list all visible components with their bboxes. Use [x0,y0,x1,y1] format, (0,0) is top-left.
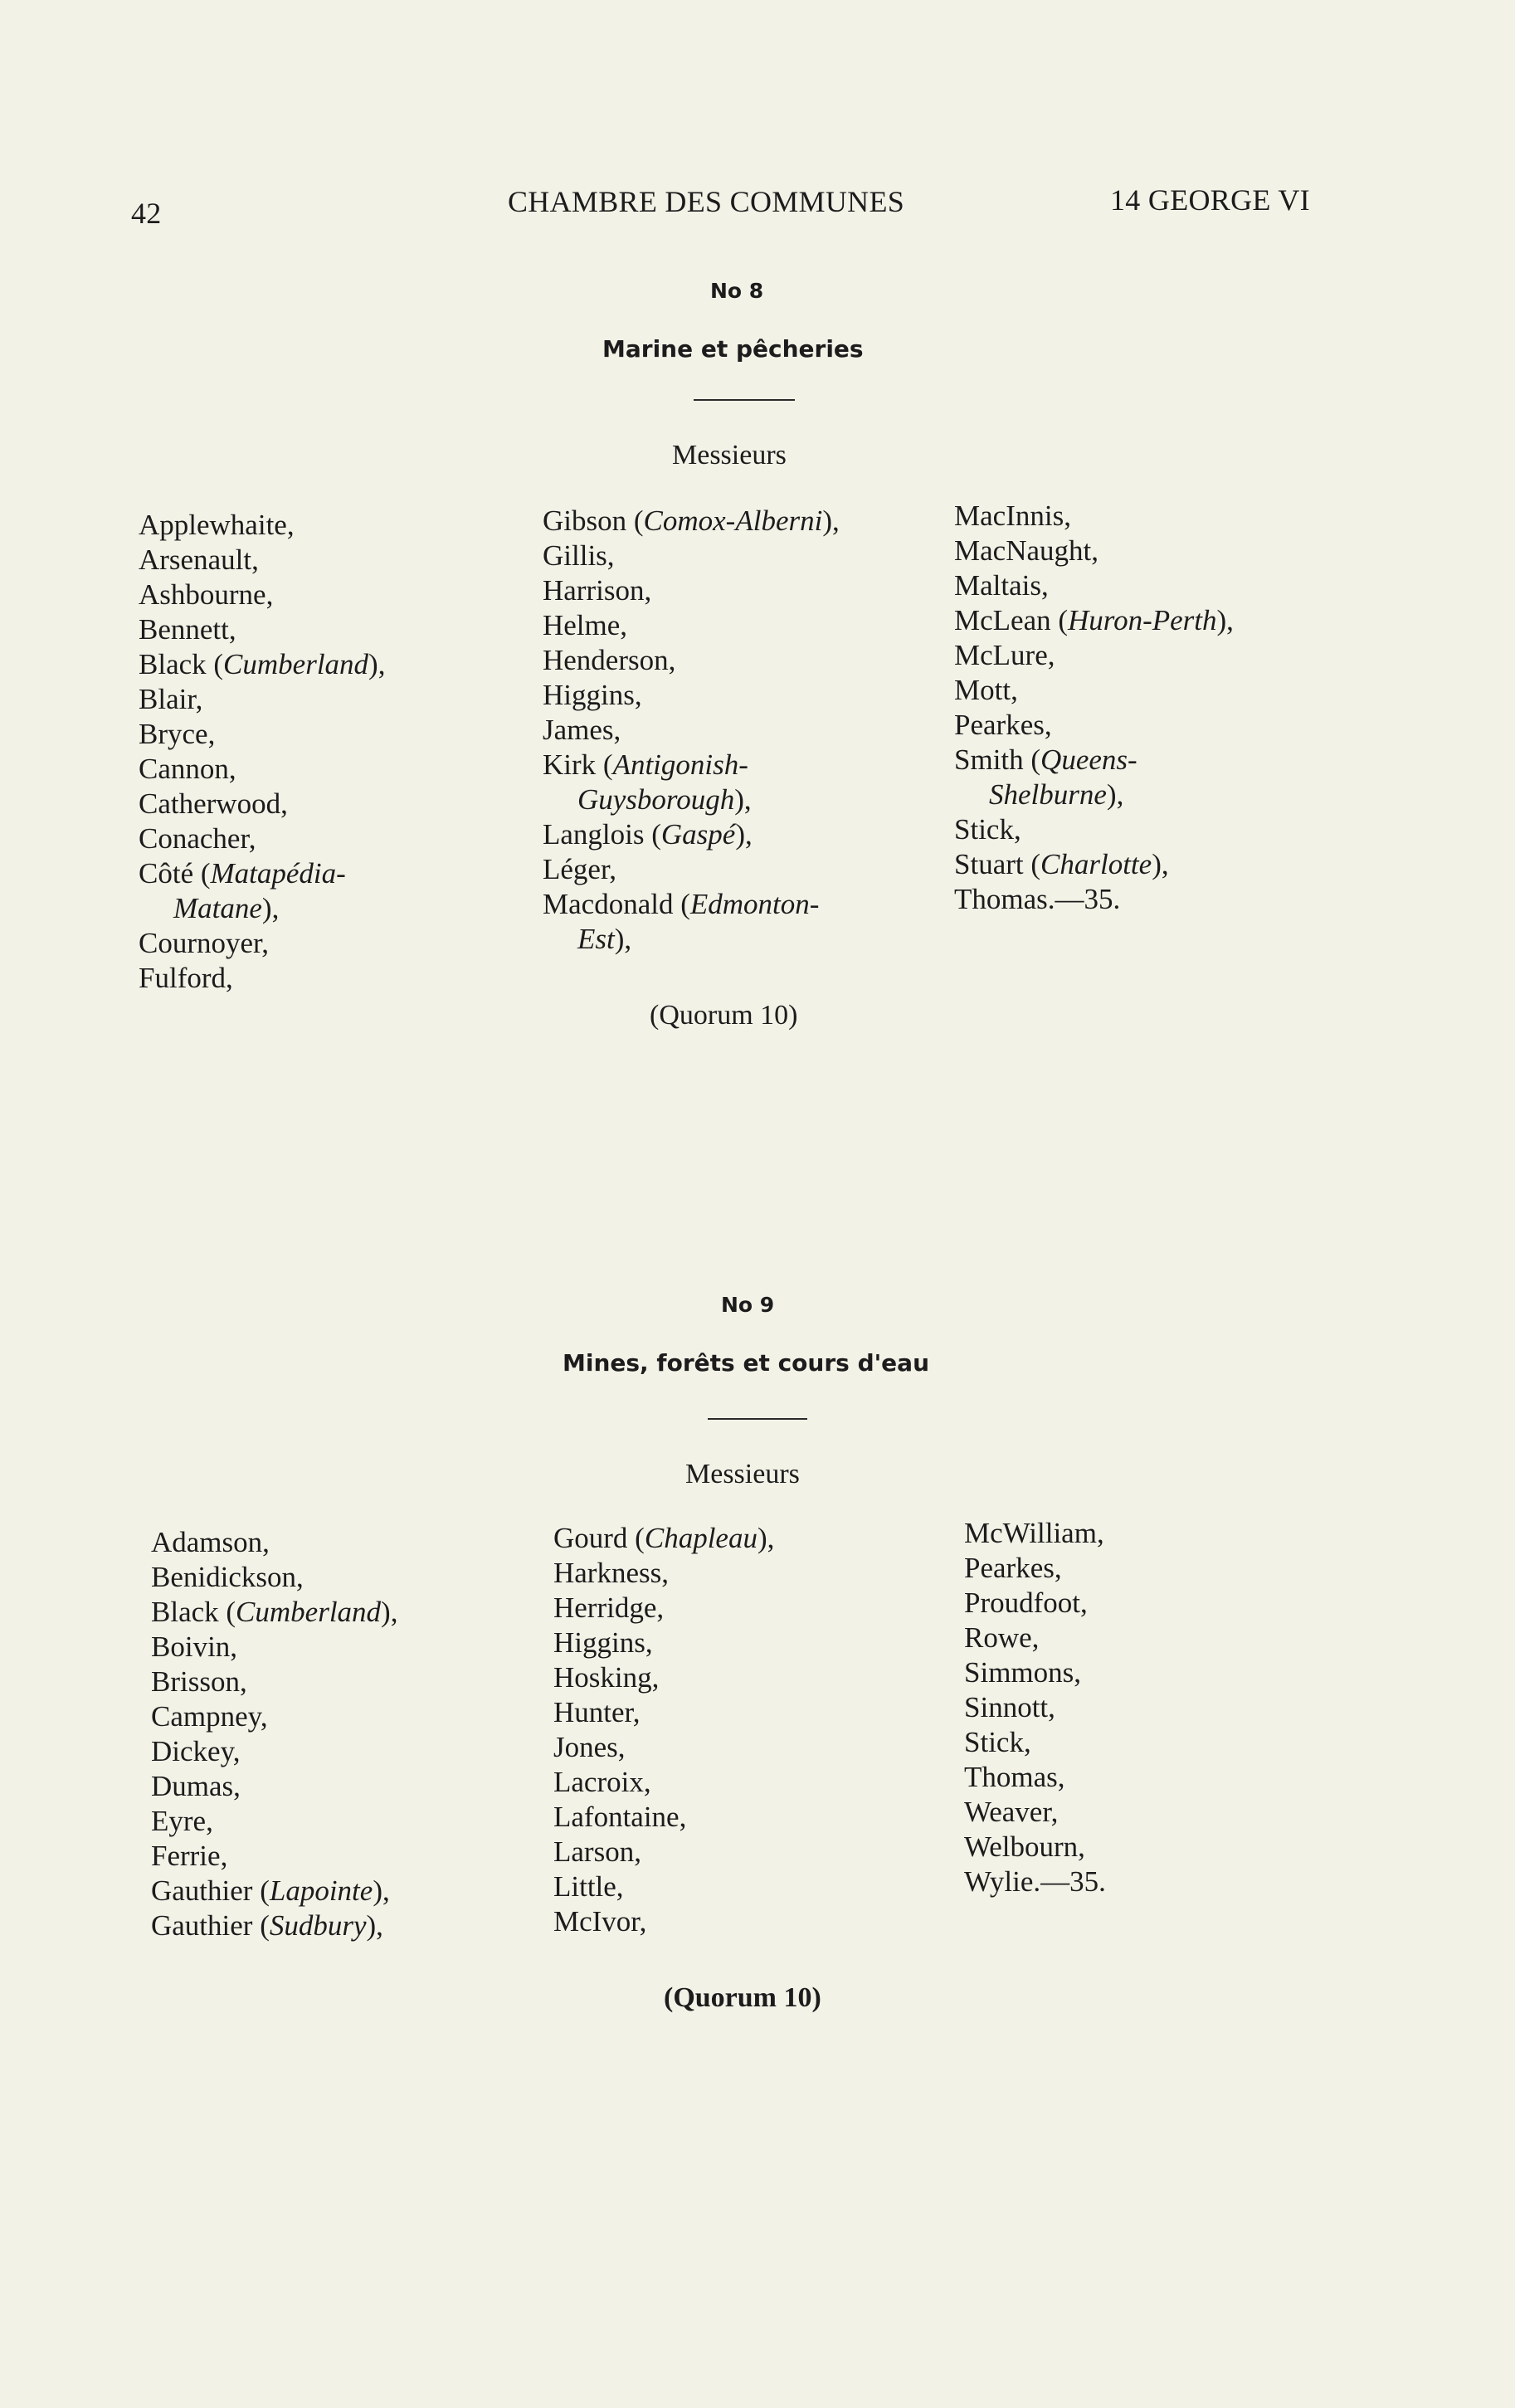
member-name: Catherwood, [139,787,288,820]
riding-name: Cumberland [223,648,369,680]
committee-8-member-line [954,812,1234,847]
committee-8-members-col2 [543,504,840,957]
committee-9-member-line [151,1525,397,1560]
committee-8-title: Marine et pêcheries [602,335,864,363]
committee-9-members-col3 [964,1516,1106,1899]
committee-9-member-line [964,1690,1106,1725]
punctuation: ), [1106,778,1124,811]
member-name: Ashbourne, [139,578,274,611]
committee-9-member-line [553,1556,774,1591]
punctuation: ), [735,818,753,851]
committee-8-member-line [954,743,1234,777]
punctuation: ), [614,923,632,955]
member-name: Langlois ( [543,818,661,851]
committee-9-member-line [964,1795,1106,1830]
member-name: Jones, [553,1731,626,1763]
member-name: McWilliam, [964,1517,1104,1549]
committee-9-number: No 9 [721,1293,775,1317]
member-name: Côté ( [139,857,211,890]
member-name: Gourd ( [553,1522,645,1554]
punctuation: ), [734,783,752,816]
member-name: Pearkes, [964,1552,1062,1584]
member-name: MacInnis, [954,500,1071,532]
committee-9-member-line [151,1874,397,1908]
member-name: Proudfoot, [964,1587,1088,1619]
member-name: Kirk ( [543,748,613,781]
member-name: Little, [553,1870,624,1903]
committee-9-member-line [553,1591,774,1626]
committee-9-member-line [151,1699,397,1734]
committee-9-salutation: Messieurs [685,1459,800,1489]
riding-name: Queens- [1040,743,1137,776]
member-name: Cournoyer, [139,927,270,959]
riding-name: Gaspé [660,818,736,851]
committee-9-member-line [553,1765,774,1800]
riding-name: Est [577,923,615,955]
committee-8-member-line [954,603,1234,638]
member-name: Henderson, [543,644,676,676]
committee-9-member-line [964,1830,1106,1864]
member-name: James, [543,714,621,746]
member-name: Léger, [543,853,616,885]
committee-8-member-line [543,643,840,678]
member-name: Mott, [954,674,1018,706]
riding-name: Antigonish- [612,748,748,781]
punctuation: ), [366,1909,383,1942]
committee-9-member-line [553,1730,774,1765]
committee-9-member-line [151,1560,397,1595]
member-name: Black ( [139,648,224,680]
member-name: Black ( [151,1596,236,1628]
committee-8-member-line [954,882,1234,917]
member-name: Thomas.—35. [954,883,1121,915]
committee-9-member-line [553,1800,774,1835]
committee-8-member-line [543,713,840,748]
committee-9-member-line [553,1521,774,1556]
member-name: Ferrie, [151,1840,228,1872]
committee-8-member-line [139,752,385,787]
committee-8-member-line [954,499,1234,534]
committee-9-quorum: (Quorum 10) [664,1982,821,2013]
punctuation: ), [757,1522,775,1554]
page-number: 42 [131,197,162,230]
riding-name: Chapleau [644,1522,758,1554]
riding-name: Lapointe [269,1874,373,1907]
committee-9-member-line [553,1660,774,1695]
member-name: Blair, [139,683,203,715]
riding-name: Edmonton- [689,888,820,920]
committee-9-member-line [964,1516,1106,1551]
member-name: Applewhaite, [139,509,295,541]
member-name: Fulford, [139,962,233,994]
member-name: McLean ( [954,604,1069,636]
member-name: Simmons, [964,1656,1082,1689]
member-name: Weaver, [964,1796,1059,1828]
committee-8-member-line [139,891,385,926]
committee-8-member-line [139,961,385,996]
member-name: Gillis, [543,539,615,572]
member-name: Higgins, [553,1626,653,1659]
committee-8-rule [694,399,795,401]
committee-8-member-line [139,787,385,821]
committee-9-member-line [151,1630,397,1665]
committee-8-member-line [543,922,840,957]
committee-8-member-line [139,856,385,891]
committee-8-member-line [954,673,1234,708]
punctuation: ), [373,1874,390,1907]
committee-8-member-line [954,638,1234,673]
member-name: Herridge, [553,1592,665,1624]
committee-8-salutation: Messieurs [672,440,787,470]
committee-8-member-line [139,578,385,612]
riding-name: Shelburne [989,778,1107,811]
member-name: Smith ( [954,743,1041,776]
riding-name: Huron-Perth [1068,604,1217,636]
committee-9-members-col1 [151,1525,397,1943]
page-title: CHAMBRE DES COMMUNES [508,185,905,218]
committee-8-member-line [543,504,840,539]
punctuation: ), [381,1596,398,1628]
punctuation: ), [1152,848,1169,880]
member-name: Bennett, [139,613,236,646]
punctuation: ), [368,648,386,680]
committee-8-member-line [954,568,1234,603]
member-name: Stuart ( [954,848,1041,880]
riding-name: Comox-Alberni [643,505,823,537]
member-name: Pearkes, [954,709,1052,741]
committee-9-member-line [964,1551,1106,1586]
member-name: Sinnott, [964,1691,1055,1723]
member-name: Dumas, [151,1770,241,1802]
member-name: Maltais, [954,569,1049,602]
member-name: Eyre, [151,1805,213,1837]
punctuation: ), [261,892,280,924]
committee-8-member-line [139,717,385,752]
member-name: McIvor, [553,1905,647,1938]
reign-label: 14 GEORGE VI [1110,183,1310,217]
committee-8-number: No 8 [710,279,764,303]
member-name: Brisson, [151,1665,247,1698]
member-name: Conacher, [139,822,256,855]
committee-8-members-col3 [954,499,1234,917]
committee-9-member-line [151,1908,397,1943]
committee-8-member-line [139,612,385,647]
member-name: Campney, [151,1700,268,1733]
committee-8-member-line [139,682,385,717]
member-name: Hosking, [553,1661,660,1694]
committee-9-member-line [964,1621,1106,1655]
committee-9-member-line [151,1769,397,1804]
member-name: Bryce, [139,718,216,750]
member-name: Macdonald ( [543,888,690,920]
member-name: MacNaught, [954,534,1098,567]
member-name: Stick, [964,1726,1031,1758]
member-name: Rowe, [964,1621,1040,1654]
committee-9-members-col2 [553,1521,774,1939]
committee-9-member-line [553,1869,774,1904]
committee-8-member-line [543,573,840,608]
member-name: Stick, [954,813,1021,846]
riding-name: Sudbury [269,1909,367,1942]
member-name: Wylie.—35. [964,1865,1106,1898]
committee-9-member-line [553,1626,774,1660]
member-name: Gauthier ( [151,1909,270,1942]
committee-8-member-line [543,608,840,643]
committee-9-member-line [964,1655,1106,1690]
committee-8-member-line [139,508,385,543]
committee-8-member-line [139,543,385,578]
committee-8-member-line [543,539,840,573]
member-name: Dickey, [151,1735,241,1767]
member-name: Lacroix, [553,1766,651,1798]
member-name: Helme, [543,609,628,641]
member-name: Harrison, [543,574,652,607]
riding-name: Matane [173,892,262,924]
committee-8-member-line [954,847,1234,882]
committee-9-member-line [553,1695,774,1730]
member-name: Welbourn, [964,1830,1085,1863]
punctuation: ), [1216,604,1234,636]
committee-8-member-line [139,647,385,682]
member-name: Boivin, [151,1631,238,1663]
member-name: Larson, [553,1835,641,1868]
committee-9-member-line [151,1665,397,1699]
committee-8-member-line [139,821,385,856]
member-name: Hunter, [553,1696,641,1728]
riding-name: Cumberland [236,1596,382,1628]
committee-9-member-line [553,1835,774,1869]
committee-8-members-col1 [139,508,385,996]
committee-9-member-line [964,1760,1106,1795]
committee-8-member-line [543,782,840,817]
committee-9-member-line [964,1586,1106,1621]
member-name: Thomas, [964,1761,1065,1793]
member-name: Cannon, [139,753,236,785]
committee-9-member-line [151,1804,397,1839]
member-name: Higgins, [543,679,642,711]
committee-9-member-line [151,1839,397,1874]
member-name: Harkness, [553,1557,669,1589]
member-name: Gibson ( [543,505,644,537]
member-name: Arsenault, [139,544,259,576]
committee-9-member-line [553,1904,774,1939]
riding-name: Matapédia- [210,857,346,890]
member-name: Gauthier ( [151,1874,270,1907]
member-name: McLure, [954,639,1055,671]
committee-8-member-line [543,678,840,713]
member-name: Adamson, [151,1526,270,1558]
committee-8-member-line [139,926,385,961]
committee-8-member-line [954,534,1234,568]
committee-8-member-line [543,887,840,922]
member-name: Benidickson, [151,1561,304,1593]
committee-9-rule [708,1418,807,1420]
committee-9-member-line [151,1595,397,1630]
riding-name: Guysborough [577,783,735,816]
committee-9-title: Mines, forêts et cours d'eau [563,1349,929,1377]
punctuation: ), [822,505,840,537]
committee-8-member-line [954,777,1234,812]
member-name: Lafontaine, [553,1801,687,1833]
committee-8-member-line [543,817,840,852]
committee-8-member-line [954,708,1234,743]
committee-8-member-line [543,748,840,782]
committee-9-member-line [964,1725,1106,1760]
committee-9-member-line [151,1734,397,1769]
riding-name: Charlotte [1040,848,1152,880]
committee-9-member-line [964,1864,1106,1899]
committee-8-member-line [543,852,840,887]
committee-8-quorum: (Quorum 10) [650,1000,798,1031]
